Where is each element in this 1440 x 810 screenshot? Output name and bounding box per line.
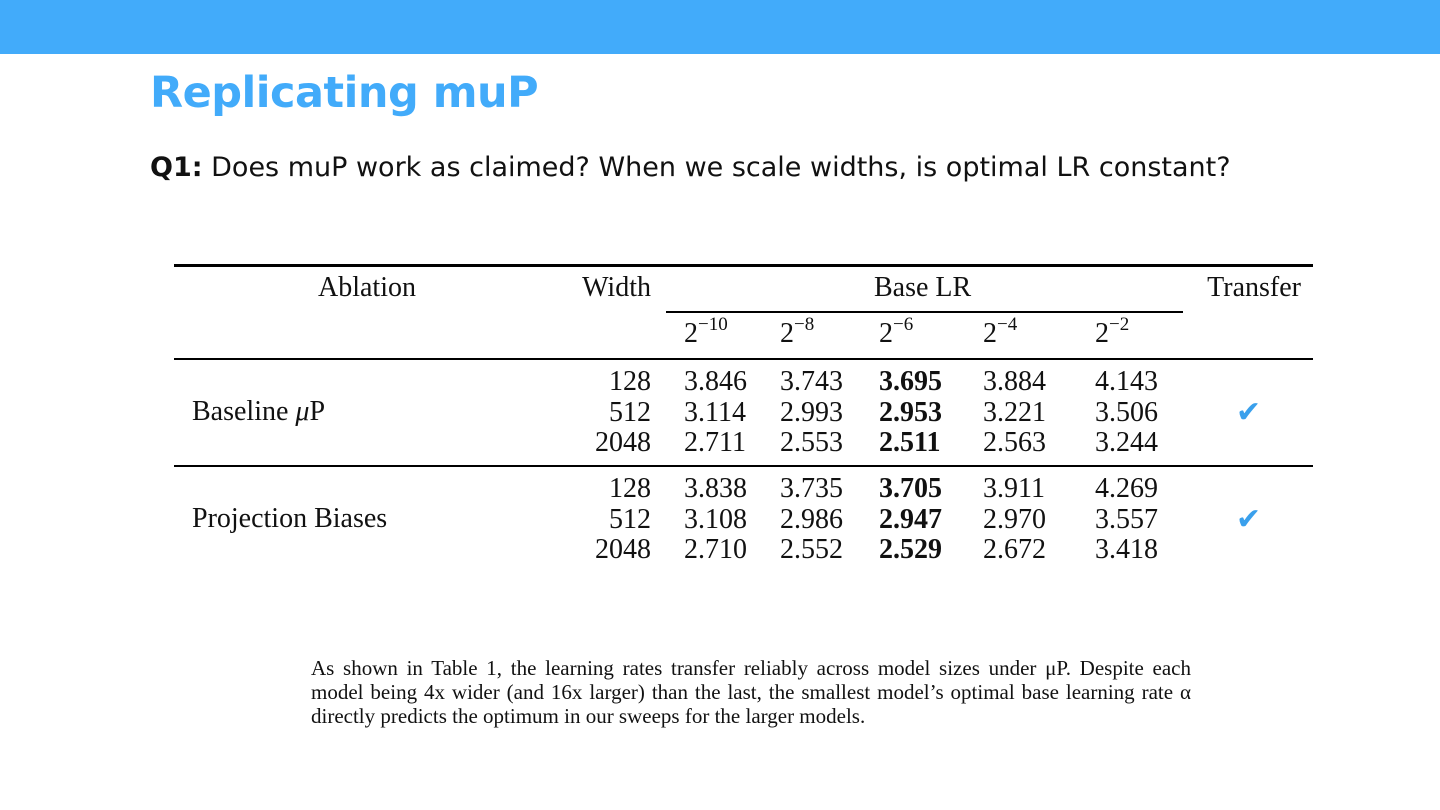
header-bar (0, 0, 1440, 54)
value-cell: 2.563 (983, 427, 1046, 458)
value-cell: 3.418 (1095, 534, 1158, 565)
optimal-value-cell: 2.947 (879, 504, 942, 535)
value-cell: 3.735 (780, 473, 843, 504)
ablation-label-projection-biases: Projection Biases (192, 503, 388, 534)
header-ablation: Ablation (318, 272, 416, 303)
lr-header-1: $2^{-8}$ (780, 314, 815, 349)
lr-header-2: $2^{-6}$ (879, 314, 914, 349)
optimal-value-cell: 2.953 (879, 397, 942, 428)
question-label: Q1: (150, 152, 203, 183)
value-cell: 3.743 (780, 366, 843, 397)
optimal-value-cell: 2.529 (879, 534, 942, 565)
value-cell: 3.114 (684, 397, 746, 428)
width-cell: 512 (609, 397, 651, 428)
lr-header-0: $2^{-10}$ (684, 314, 728, 349)
value-cell: 2.672 (983, 534, 1046, 565)
value-cell: 3.838 (684, 473, 747, 504)
value-cell: 3.911 (983, 473, 1045, 504)
width-cell: 128 (609, 366, 651, 397)
base-lr-underline (666, 311, 1183, 313)
width-cell: 512 (609, 504, 651, 535)
header-width: Width (582, 272, 651, 303)
width-cell: 128 (609, 473, 651, 504)
value-cell: 4.143 (1095, 366, 1158, 397)
lr-header-3: $2^{-4}$ (983, 314, 1018, 349)
value-cell: 3.244 (1095, 427, 1158, 458)
slide-title: Replicating muP (150, 68, 539, 118)
question-text: Does muP work as claimed? When we scale widths, is optimal LR constant? (202, 152, 1231, 183)
ablation-label-baseline: Baseline μP (192, 396, 326, 427)
header-transfer: Transfer (1207, 272, 1301, 303)
optimal-value-cell: 3.705 (879, 473, 942, 504)
value-cell: 2.710 (684, 534, 747, 565)
value-cell: 3.846 (684, 366, 747, 397)
value-cell: 2.993 (780, 397, 843, 428)
lr-header-4: $2^{-2}$ (1095, 314, 1130, 349)
value-cell: 3.884 (983, 366, 1046, 397)
checkmark-icon: ✔ (1236, 395, 1262, 430)
group-separator-rule (174, 465, 1313, 467)
header-base-lr: Base LR (874, 272, 972, 303)
value-cell: 3.557 (1095, 504, 1158, 535)
optimal-value-cell: 2.511 (879, 427, 941, 458)
header-bottom-rule (174, 358, 1313, 360)
optimal-value-cell: 3.695 (879, 366, 942, 397)
caption-paragraph: As shown in Table 1, the learning rates transfer reliably across model sizes under μP. Despite each model being 4x wider (and 16x larger) than the last, the smallest model’s optimal base learning rate α directly predicts the optimum in our sweeps for the larger models. (311, 656, 1191, 728)
value-cell: 4.269 (1095, 473, 1158, 504)
value-cell: 2.986 (780, 504, 843, 535)
value-cell: 2.553 (780, 427, 843, 458)
value-cell: 2.552 (780, 534, 843, 565)
value-cell: 2.970 (983, 504, 1046, 535)
width-cell: 2048 (595, 427, 651, 458)
question-line (150, 152, 1231, 183)
value-cell: 3.221 (983, 397, 1046, 428)
value-cell: 3.108 (684, 504, 747, 535)
width-cell: 2048 (595, 534, 651, 565)
checkmark-icon: ✔ (1236, 502, 1262, 537)
table-top-rule (174, 264, 1313, 267)
value-cell: 2.711 (684, 427, 746, 458)
value-cell: 3.506 (1095, 397, 1158, 428)
